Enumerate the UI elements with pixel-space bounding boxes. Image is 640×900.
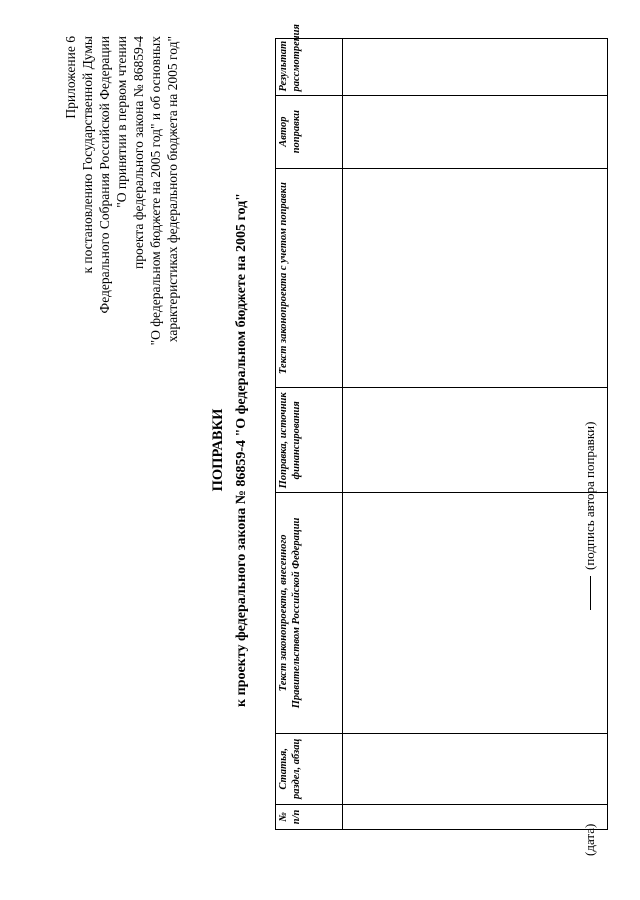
table-cell [343,388,608,493]
document-title: ПОПРАВКИ [210,408,226,492]
table-row [343,39,608,830]
header-government-text: Текст законопроекта, внесенного Правительством Российской Федерации [276,493,343,734]
date-label: (дата) [582,823,597,856]
header-author: Автор поправки [276,95,343,168]
amendments-table [275,24,608,830]
appendix-line: "О федеральном бюджете на 2005 год" и об основных [148,36,163,346]
table-cell [343,39,608,96]
table-cell [343,733,608,804]
table-cell [343,95,608,168]
appendix-line: Федерального Собрания Российской Федерации [97,36,112,314]
header-amended-text: Текст законопроекта с учетом поправки [276,168,343,388]
table-cell [343,804,608,829]
appendix-header [62,36,181,456]
signature-line [590,576,591,610]
appendix-line: Приложение 6 [63,36,78,119]
signature-label: (подпись автора поправки) [582,421,597,570]
appendix-line: к постановлению Государственной Думы [80,36,95,274]
appendix-line: "О принятии в первом чтении [114,36,129,208]
appendix-line: характеристиках федерального бюджета на 2005 год" [165,36,180,343]
table-cell [343,493,608,734]
header-amendment: Поправка, источник финансирования [276,388,343,493]
header-number: № п/п [276,804,343,829]
table-cell [343,168,608,388]
table-header-row [276,39,343,830]
document-subtitle: к проекту федерального закона № 86859-4 "О федеральном бюджете на 2005 год" [234,193,249,707]
appendix-line: проекта федерального закона № 86859-4 [131,36,146,269]
header-article: Статья, раздел, абзац [276,733,343,804]
header-result: Результат рассмотрения [276,39,343,96]
